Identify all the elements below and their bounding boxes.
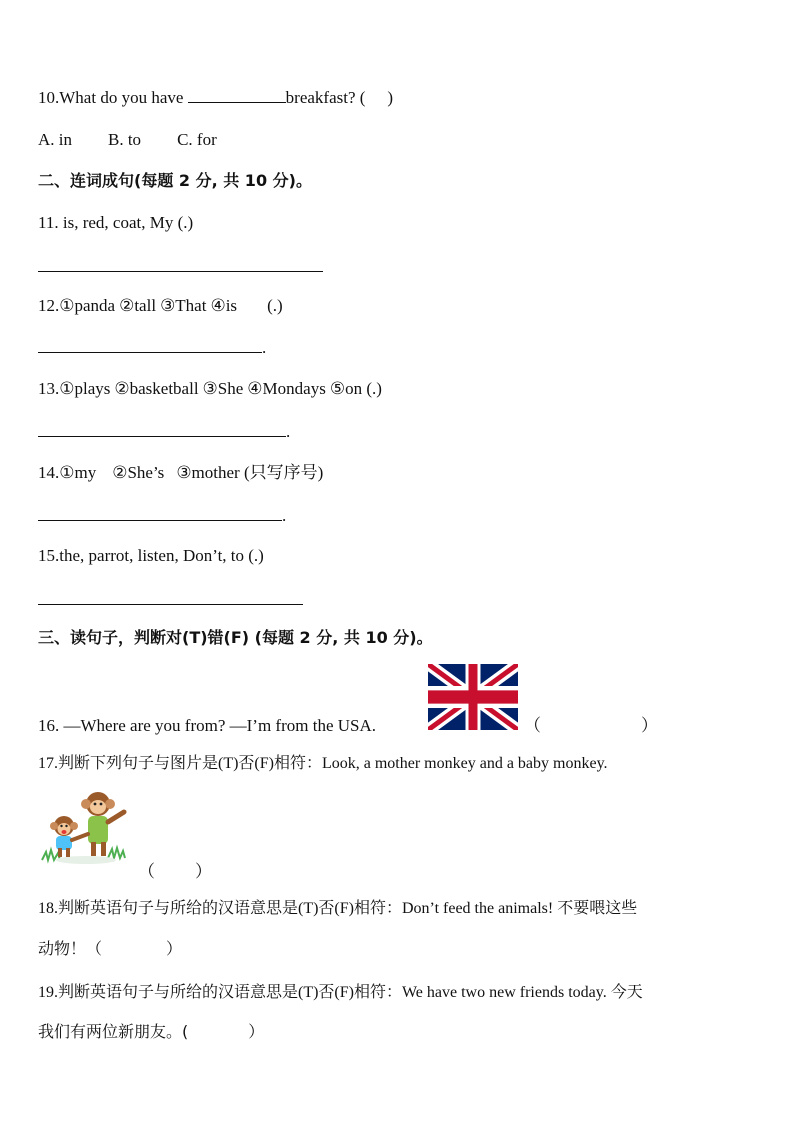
question-13 — [38, 379, 382, 399]
q10-option-b[interactable]: B. to — [108, 130, 142, 149]
q16-paren-close: ） — [641, 716, 658, 735]
question-18-line-2 — [38, 939, 182, 960]
q17-paren-open: （ — [138, 862, 155, 881]
q12-word-2: ②tall — [119, 296, 157, 315]
q13-period: . — [286, 422, 291, 441]
q14-number: 14. — [38, 463, 60, 482]
q16-paren-open: （ — [524, 716, 541, 735]
q10-number: 10. — [38, 88, 60, 107]
q19-text-line-2: 我们有两位新朋友。( — [38, 1022, 189, 1041]
q10-option-c[interactable]: C. for — [177, 130, 217, 149]
q10-text-after: breakfast? ( — [285, 88, 366, 107]
q10-text-before: What do you have — [59, 88, 188, 107]
q10-options — [38, 130, 253, 150]
q18-text-line-2: 动物！（ — [38, 939, 103, 958]
q10-answer-blank[interactable] — [188, 88, 286, 103]
question-11: 11. is, red, coat, My (.) — [38, 213, 194, 232]
q13-answer-blank[interactable] — [38, 422, 286, 437]
q13-word-1: ①plays — [59, 379, 111, 398]
q14-answer-row — [38, 506, 286, 526]
question-15: 15.the, parrot, listen, Don’t, to (.) — [38, 546, 264, 565]
q10-option-a[interactable]: A. in — [38, 130, 72, 149]
q14-word-2: ②She’s — [112, 463, 165, 482]
question-14 — [38, 463, 323, 483]
q19-paren-close: ） — [248, 1024, 265, 1041]
q14-period: . — [282, 506, 287, 525]
q12-number: 12. — [38, 296, 60, 315]
q13-word-5: ⑤on (.) — [329, 379, 382, 398]
question-10 — [38, 88, 393, 108]
section-3-heading: 三、读句子，判断对(T)错(F) (每题 2 分, 共 10 分)。 — [38, 628, 433, 647]
q18-paren-close: ） — [166, 941, 183, 958]
q12-word-1: ①panda — [59, 296, 116, 315]
q13-word-4: ④Mondays — [247, 379, 326, 398]
monkeys-image — [38, 790, 134, 866]
q16-answer-paren[interactable] — [524, 716, 658, 736]
q15-answer-line[interactable] — [38, 604, 303, 605]
q14-word-3: ③mother (只写序号) — [176, 463, 324, 482]
question-16: 16. —Where are you from? —I’m from the USA. — [38, 716, 377, 735]
question-12 — [38, 296, 283, 316]
q12-answer-row — [38, 338, 266, 358]
question-19-line-2 — [38, 1022, 264, 1043]
section-2-heading: 二、连词成句(每题 2 分, 共 10 分)。 — [38, 171, 312, 190]
q12-end-punct: (.) — [267, 296, 283, 315]
q12-word-3: ③That — [160, 296, 207, 315]
question-17: 17.判断下列句子与图片是(T)否(F)相符：Look, a mother monkey and a baby monkey. — [38, 755, 608, 772]
q12-period: . — [262, 338, 267, 357]
q13-word-3: ③She — [202, 379, 244, 398]
q17-paren-close: ） — [195, 862, 212, 881]
question-19-line-1: 19.判断英语句子与所给的汉语意思是(T)否(F)相符：We have two new friends today. 今天 — [38, 984, 643, 1001]
q10-paren-close: ) — [387, 88, 394, 107]
q14-answer-blank[interactable] — [38, 506, 282, 521]
q13-number: 13. — [38, 379, 60, 398]
union-jack-flag-image — [428, 664, 518, 730]
q17-answer-paren[interactable] — [138, 862, 212, 882]
q14-word-1: ①my — [59, 463, 97, 482]
q13-word-2: ②basketball — [114, 379, 199, 398]
q11-answer-line[interactable] — [38, 271, 323, 272]
q12-answer-blank[interactable] — [38, 338, 262, 353]
q13-answer-row — [38, 422, 290, 442]
q12-word-4: ④is — [210, 296, 238, 315]
question-18-line-1: 18.判断英语句子与所给的汉语意思是(T)否(F)相符：Don’t feed the animals! 不要喂这些 — [38, 900, 638, 917]
